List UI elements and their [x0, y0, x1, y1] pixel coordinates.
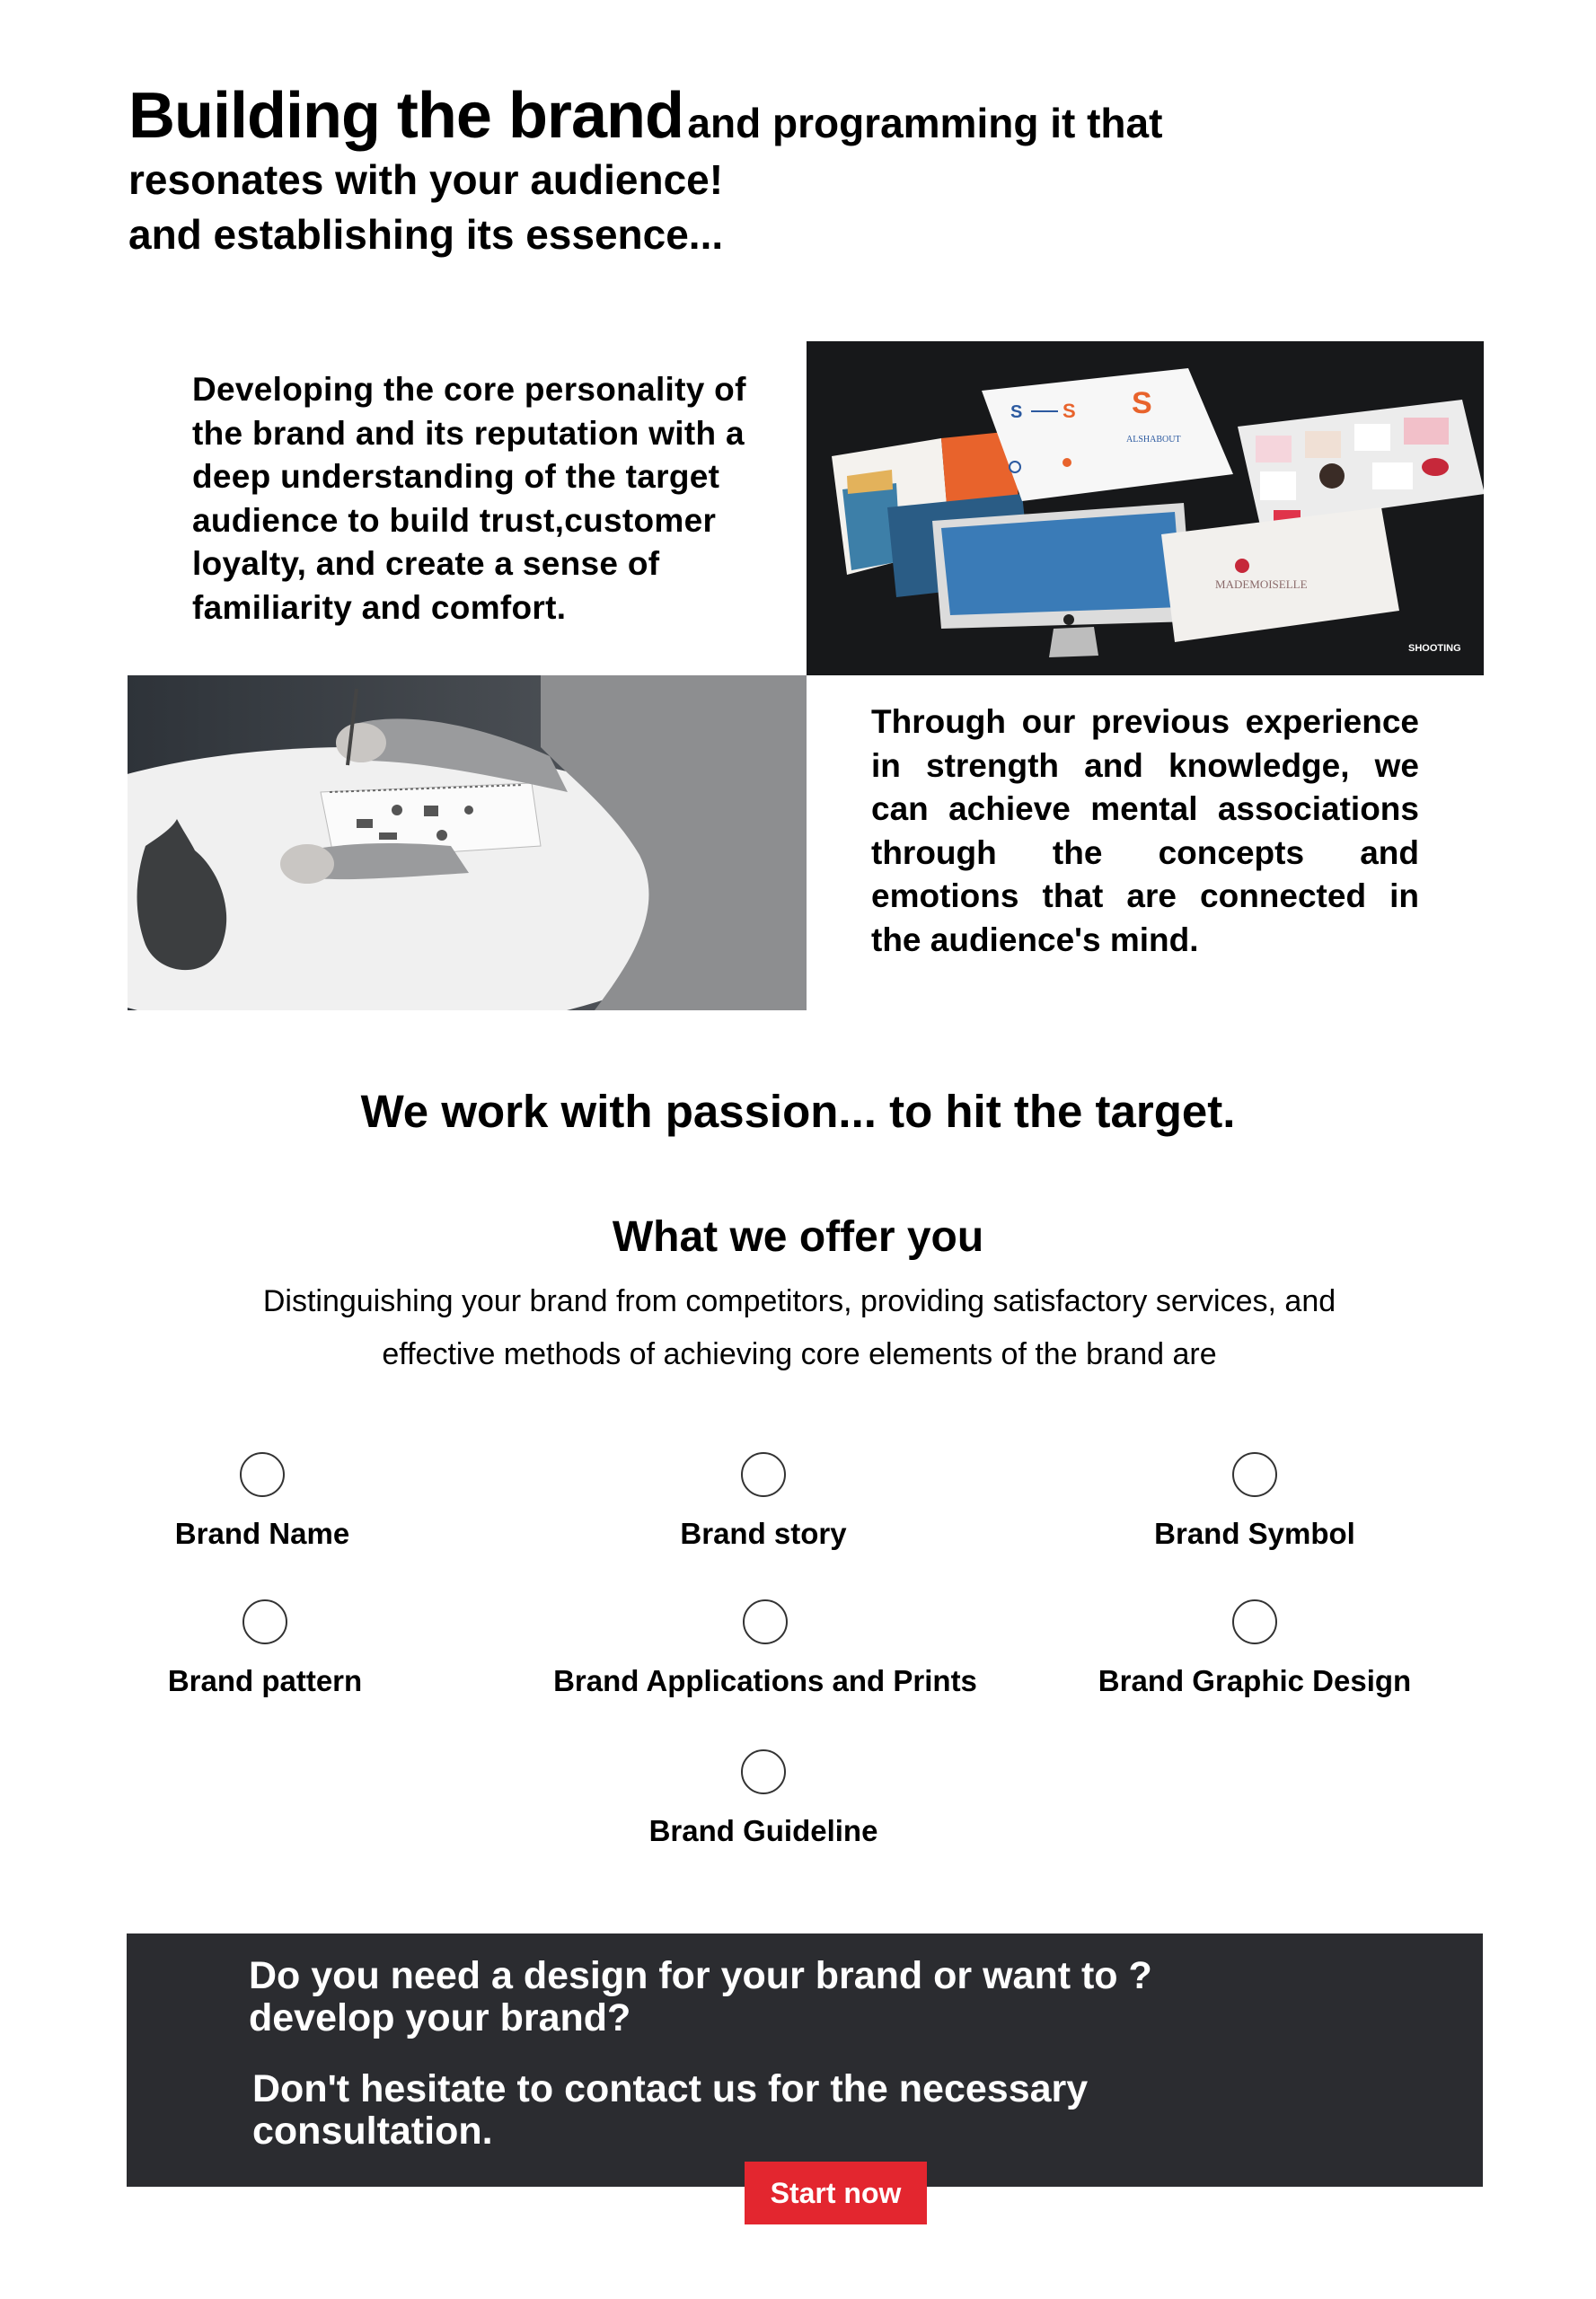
cta-contact-text: Don't hesitate to contact us for the necessary consultation.	[252, 2067, 1089, 2153]
circle-icon	[741, 1452, 786, 1497]
branding-mockup-image	[807, 341, 1484, 675]
offer-item-brand-name[interactable]	[47, 1452, 478, 1551]
offer-item-brand-applications[interactable]	[550, 1599, 981, 1698]
offer-item-brand-pattern[interactable]	[49, 1599, 481, 1698]
apple-logo-icon	[1063, 614, 1074, 625]
offer-item-brand-symbol[interactable]	[1039, 1452, 1470, 1551]
svg-text:S: S	[1010, 402, 1023, 422]
offer-item-label: Brand story	[680, 1517, 847, 1550]
offer-item-brand-graphic-design[interactable]	[1039, 1599, 1470, 1698]
designer-sketch-illustration	[128, 675, 807, 1010]
passion-heading: We work with passion... to hit the target.	[360, 1086, 1236, 1137]
watermark-text: SHOOTING	[1408, 643, 1461, 654]
svg-text:S: S	[1132, 386, 1152, 420]
circle-icon	[240, 1452, 285, 1497]
headline-line-2: resonates with your audience!	[128, 156, 724, 203]
headline-line-3: and establishing its essence...	[128, 211, 724, 258]
circle-icon	[741, 1749, 786, 1794]
offer-item-brand-story[interactable]	[548, 1452, 979, 1551]
offer-item-label: Brand Guideline	[648, 1814, 878, 1847]
mockup-sub-name: MADEMOISELLE	[1215, 577, 1308, 591]
page-headline	[128, 79, 1251, 262]
headline-sub: and programming it that	[687, 100, 1163, 146]
designer-sketch-image	[128, 675, 807, 1010]
circle-icon	[743, 1599, 788, 1644]
start-now-button[interactable]: Start now	[745, 2162, 927, 2224]
mockup-logo-name: ALSHABOUT	[1126, 435, 1181, 445]
offer-item-label: Brand Applications and Prints	[553, 1664, 977, 1697]
offer-title: What we offer you	[612, 1213, 984, 1261]
svg-text:S: S	[1063, 400, 1076, 422]
brand-personality-text: Developing the core personality of the brand and its reputation with a deep understanding of the target audience to build trust,customer loyalty, and create a sense of familiarity and comfort.	[192, 371, 746, 626]
cta-question: Do you need a design for your brand or want to ? develop your brand?	[249, 1954, 1152, 2039]
offer-item-label: Brand Symbol	[1154, 1517, 1355, 1550]
offer-item-label: Brand Name	[174, 1517, 350, 1550]
cta-banner	[127, 1933, 1483, 2187]
circle-icon	[1232, 1599, 1277, 1644]
circle-icon	[1232, 1452, 1277, 1497]
circle-icon	[242, 1599, 287, 1644]
offer-item-label: Brand pattern	[167, 1664, 363, 1697]
experience-text: Through our previous experience in strength and knowledge, we can achieve mental associations through the concepts and emotions that are connected in the audience's mind.	[871, 703, 1419, 958]
offer-item-brand-guideline[interactable]	[548, 1749, 979, 1848]
branding-mockup-illustration	[807, 341, 1484, 675]
offer-description: Distinguishing your brand from competitors, providing satisfactory services, and effective methods of achieving core elements of the brand are	[262, 1284, 1336, 1371]
headline-main: Building the brand	[128, 80, 683, 152]
offer-item-label: Brand Graphic Design	[1098, 1664, 1412, 1697]
